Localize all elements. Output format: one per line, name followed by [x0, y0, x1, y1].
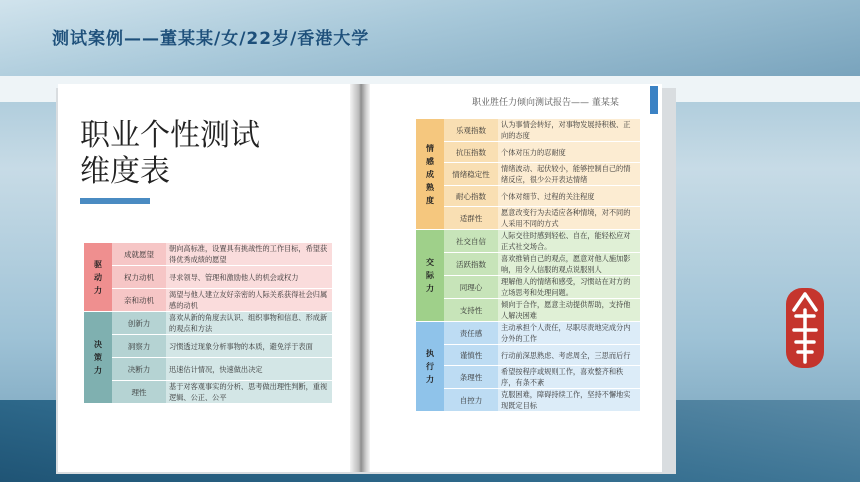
dimension-description: 个体对细节、过程的关注程度 [498, 186, 640, 206]
dimension-row [416, 142, 640, 162]
dimension-description: 情绪波动、起伏较小，能够控制自己的情绪反应，很少公开表达情绪 [498, 163, 640, 185]
dimension-description: 迅速估计情况，快速做出决定 [166, 358, 332, 380]
dimension-description: 行动前深思熟虑、考虑周全，三思而后行 [498, 345, 640, 365]
dimension-name: 支持性 [444, 299, 498, 321]
dimension-row [416, 186, 640, 206]
book-spine [350, 84, 370, 472]
category-label: 交 际 力 [416, 230, 444, 321]
title-line-1: 职业个性测试 [80, 118, 260, 153]
dimension-name: 亲和动机 [112, 289, 166, 311]
dimension-row [84, 358, 332, 380]
dimension-row [416, 389, 640, 411]
dimension-row [416, 253, 640, 275]
dimension-description: 愿意改变行为去适应各种情境，对不同的人采用不同的方式 [498, 207, 640, 229]
right-dimension-table [416, 118, 640, 412]
dimension-description: 人际交往时感到轻松、自在，能轻松应对正式社交场合。 [498, 230, 640, 252]
dimension-row [84, 335, 332, 357]
dimension-description: 喜欢推销自己的观点，愿意对他人施加影响，用令人信服的观点说服别人 [498, 253, 640, 275]
dimension-row [416, 276, 640, 298]
dimension-description: 基于对客观事实的分析、思考做出理性判断，重视逻辑、公正、公平 [166, 381, 332, 403]
dimension-name: 自控力 [444, 389, 498, 411]
dimension-row [416, 299, 640, 321]
dimension-name: 活跃指数 [444, 253, 498, 275]
red-seal-logo [782, 280, 828, 376]
left-page-title [80, 118, 260, 190]
dimension-row [416, 119, 640, 141]
dimension-row [416, 163, 640, 185]
dimension-description: 认为事情会转好，对事物发展持积极、正向的态度 [498, 119, 640, 141]
dimension-row [416, 207, 640, 229]
category-label: 情 感 成 熟 度 [416, 119, 444, 229]
dimension-name: 乐观指数 [444, 119, 498, 141]
dimension-name: 成就愿望 [112, 243, 166, 265]
dimension-row [84, 243, 332, 265]
dimension-description: 习惯透过现象分析事物的本质，避免浮于表面 [166, 335, 332, 357]
category-label: 驱 动 力 [84, 243, 112, 311]
dimension-row [84, 266, 332, 288]
dimension-name: 权力动机 [112, 266, 166, 288]
dimension-description: 主动承担个人责任，尽职尽责地完成分内分外的工作 [498, 322, 640, 344]
dimension-row [84, 312, 332, 334]
dimension-row [416, 230, 640, 252]
dimension-description: 倾向于合作，愿意主动提供帮助，支持他人解决困难 [498, 299, 640, 321]
title-line-2: 维度表 [80, 154, 170, 189]
dimension-name: 社交自信 [444, 230, 498, 252]
dimension-name: 同理心 [444, 276, 498, 298]
dimension-description: 克服困难，障碍持续工作，坚持不懈地实现既定目标 [498, 389, 640, 411]
dimension-description: 理解他人的情绪和感受，习惯站在对方的立场思考和处理问题。 [498, 276, 640, 298]
dimension-row [84, 289, 332, 311]
dimension-row [416, 322, 640, 344]
dimension-row [416, 366, 640, 388]
dimension-description: 寻求领导、管理和激励他人的机会或权力 [166, 266, 332, 288]
dimension-row [84, 381, 332, 403]
dimension-description: 朝向高标准，设置具有挑战性的工作目标，希望获得优秀成绩的愿望 [166, 243, 332, 265]
bookmark-tab [650, 86, 658, 114]
dimension-name: 条理性 [444, 366, 498, 388]
dimension-name: 抗压指数 [444, 142, 498, 162]
dimension-name: 理性 [112, 381, 166, 403]
dimension-name: 情绪稳定性 [444, 163, 498, 185]
slide-title: 测试案例——董某某/女/22岁/香港大学 [52, 29, 370, 49]
title-underline [80, 198, 150, 204]
dimension-name: 耐心指数 [444, 186, 498, 206]
dimension-name: 责任感 [444, 322, 498, 344]
dimension-name: 创新力 [112, 312, 166, 334]
dimension-name: 决断力 [112, 358, 166, 380]
left-dimension-table [84, 242, 332, 404]
dimension-name: 谨慎性 [444, 345, 498, 365]
dimension-name: 洞察力 [112, 335, 166, 357]
dimension-description: 渴望与他人建立友好亲密的人际关系获得社会归属感的动机 [166, 289, 332, 311]
category-label: 决 策 力 [84, 312, 112, 403]
dimension-row [416, 345, 640, 365]
dimension-description: 个体对压力的忍耐度 [498, 142, 640, 162]
dimension-description: 希望按程序或规则工作，喜欢整齐和秩序，有条不紊 [498, 366, 640, 388]
dimension-name: 适群性 [444, 207, 498, 229]
category-label: 执 行 力 [416, 322, 444, 411]
dimension-description: 喜欢从新的角度去认识、组织事物和信息、形成新的观点和方法 [166, 312, 332, 334]
report-title: 职业胜任力倾向测试报告—— 董某某 [472, 98, 619, 108]
